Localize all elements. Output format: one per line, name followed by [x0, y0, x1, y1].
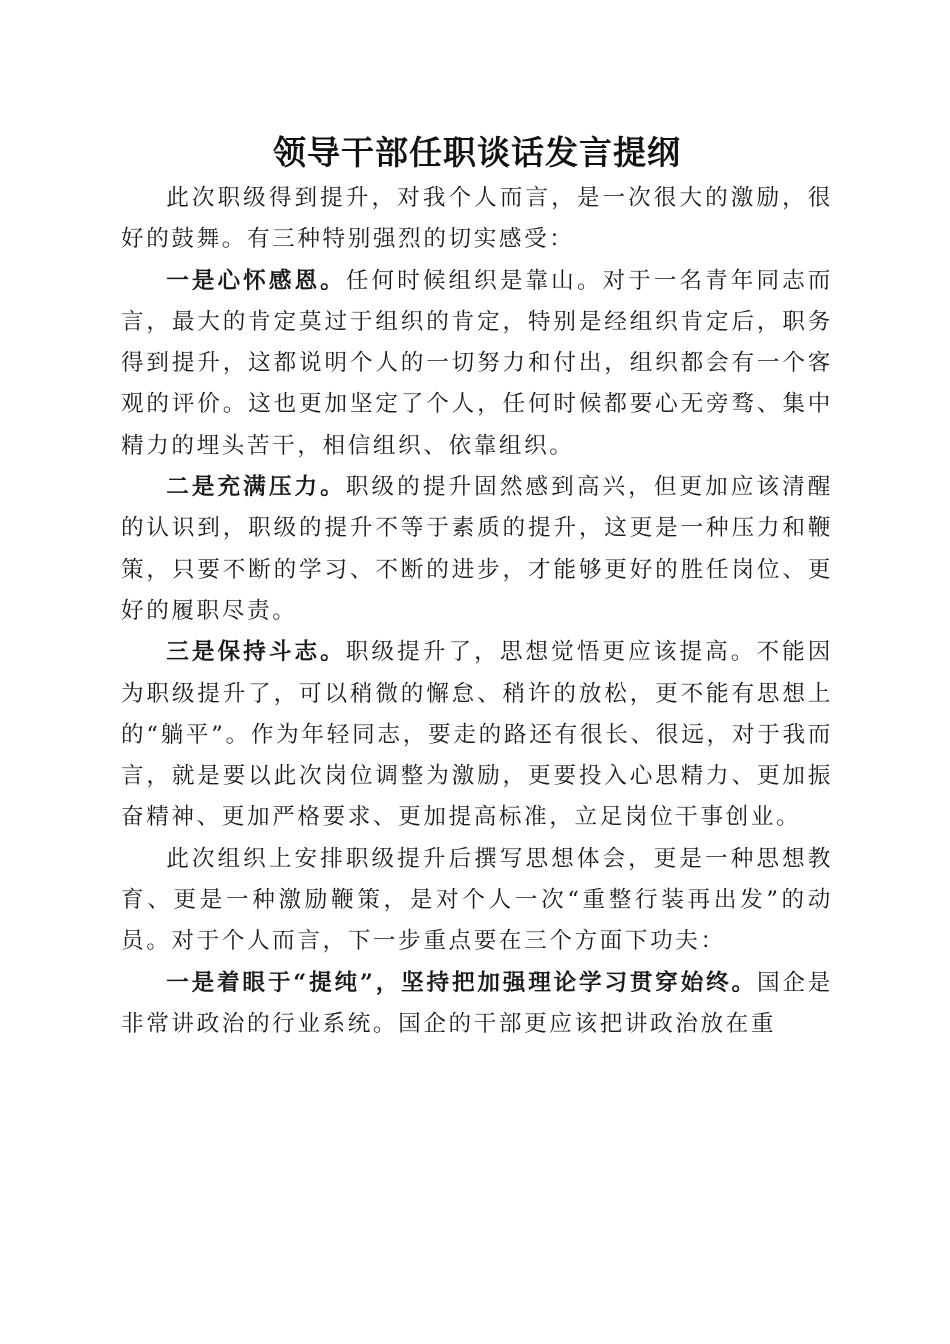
paragraph-pressure: [121, 467, 833, 632]
paragraph-text: 职级的提升固然感到高兴，但更加应该清醒的认识到，职级的提升不等于素质的提升，这更是一种压力和鞭策，只要不断的学习、不断的进步，才能够更好的胜任岗位、更好的履职尽责。: [121, 474, 833, 624]
paragraph-text: 此次职级得到提升，对我个人而言，是一次很大的激励，很好的鼓舞。有三种特别强烈的切实感受：: [121, 185, 833, 253]
paragraph-lead: 三是保持斗志。: [166, 639, 346, 666]
paragraph-text: 任何时候组织是靠山。对于一名青年同志而言，最大的肯定莫过于组织的肯定，特别是经组织肯定后，职务得到提升，这都说明个人的一切努力和付出，组织都会有一个客观的评价。这也更加坚定了个人，任何时候都要心无旁骛、集中精力的埋头苦干，相信组织、依靠组织。: [121, 267, 833, 459]
paragraph-lead: 二是充满压力。: [166, 474, 346, 501]
document-title: 领导干部任职谈话发言提纲: [273, 133, 681, 172]
paragraph-lead: 一是心怀感恩。: [166, 267, 346, 294]
paragraph-text: 国企是非常讲政治的行业系统。国企的干部更应该把讲政治放在重: [121, 969, 833, 1037]
paragraph-next-steps: [121, 839, 833, 963]
paragraph-spirit: [121, 632, 833, 838]
paragraph-intro: [121, 178, 833, 261]
paragraph-text: 此次组织上安排职级提升后撰写思想体会，更是一种思想教育、更是一种激励鞭策，是对个人一次“重整行装再出发”的动员。对于个人而言，下一步重点要在三个方面下功夫：: [121, 845, 833, 955]
paragraph-gratitude: [121, 261, 833, 467]
paragraph-theory-study: [121, 963, 833, 1046]
paragraph-lead: 一是着眼于“提纯”，坚持把加强理论学习贯穿始终。: [166, 969, 757, 996]
document-page: [121, 130, 833, 1045]
paragraph-text: 职级提升了，思想觉悟更应该提高。不能因为职级提升了，可以稍微的懈怠、稍许的放松，更不能有思想上的“躺平”。作为年轻同志，要走的路还有很长、很远，对于我而言，就是要以此次岗位调整为激励，更要投入心思精力、更加振奋精神、更加严格要求、更加提高标准，立足岗位干事创业。: [121, 639, 833, 831]
